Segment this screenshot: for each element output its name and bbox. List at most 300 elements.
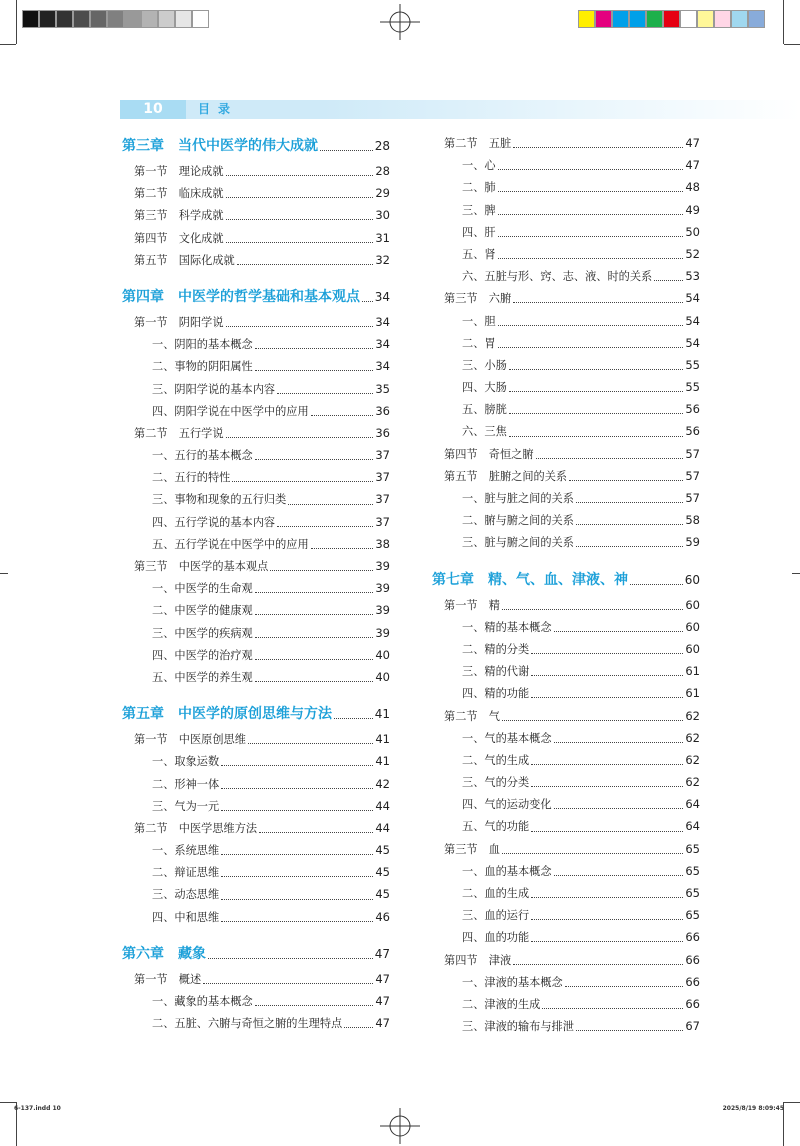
toc-entry-title: 第三章 当代中医学的伟大成就 <box>122 138 318 154</box>
toc-entry-title: 四、肝 <box>462 225 496 239</box>
toc-entry-page: 58 <box>685 513 700 528</box>
toc-entry-page: 47 <box>375 971 390 986</box>
color-swatch <box>646 10 663 28</box>
toc-entry-title: 三、精的代谢 <box>462 665 530 679</box>
dot-leader <box>334 717 373 719</box>
toc-entry-page: 44 <box>375 820 390 835</box>
toc-entry-page: 35 <box>375 381 390 396</box>
toc-item-entry[interactable] <box>432 793 700 815</box>
toc-item-entry[interactable] <box>122 839 390 861</box>
toc-item-entry[interactable] <box>432 993 700 1015</box>
toc-entry-title: 五、五行学说在中医学中的应用 <box>152 537 309 551</box>
chapter-spacer <box>122 271 390 283</box>
toc-entry-page: 31 <box>375 230 390 245</box>
toc-entry-page: 34 <box>375 314 390 329</box>
toc-item-entry[interactable] <box>432 860 700 882</box>
dot-leader <box>226 436 374 438</box>
toc-chapter-entry[interactable] <box>122 132 390 160</box>
toc-item-entry[interactable] <box>432 531 700 553</box>
toc-entry-page: 65 <box>685 841 700 856</box>
dot-leader <box>320 149 373 151</box>
toc-entry-title: 一、脏与脏之间的关系 <box>462 492 574 505</box>
toc-section-entry[interactable] <box>122 422 390 444</box>
dot-leader <box>248 742 373 744</box>
toc-entry-title: 三、小肠 <box>462 358 507 372</box>
dot-leader <box>531 918 683 920</box>
toc-entry-page: 47 <box>375 1016 390 1031</box>
color-swatch <box>595 10 612 28</box>
toc-item-entry[interactable] <box>432 154 700 176</box>
dot-leader <box>259 831 373 833</box>
color-swatch <box>158 10 175 28</box>
toc-item-entry[interactable] <box>122 795 390 817</box>
dot-leader <box>531 696 683 698</box>
toc-entry-page: 61 <box>685 664 700 679</box>
toc-entry-title: 三、气的分类 <box>462 776 530 790</box>
toc-entry-title: 一、系统思维 <box>152 844 220 858</box>
toc-entry-title: 第三节 六腑 <box>444 292 512 306</box>
dot-leader <box>554 630 684 632</box>
toc-entry-page: 29 <box>375 186 390 201</box>
toc-entry-title: 第二节 临床成就 <box>134 187 224 201</box>
toc-entry-page: 36 <box>375 403 390 418</box>
toc-entry-title: 第二节 五脏 <box>444 137 512 150</box>
dot-leader <box>531 785 683 787</box>
toc-entry-page: 32 <box>375 252 390 267</box>
toc-entry-page: 54 <box>685 335 700 350</box>
dot-leader <box>576 1029 683 1031</box>
toc-entry-page: 65 <box>685 886 700 900</box>
dot-leader <box>531 896 683 898</box>
toc-item-entry[interactable] <box>432 332 700 354</box>
toc-entry-page: 41 <box>375 754 390 769</box>
toc-item-entry[interactable] <box>432 509 700 531</box>
toc-entry-page: 37 <box>375 492 390 507</box>
toc-entry-page: 36 <box>375 425 390 440</box>
toc-entry-page: 40 <box>375 647 390 662</box>
toc-entry-page: 54 <box>685 291 700 306</box>
toc-entry-title: 四、血的功能 <box>462 931 530 945</box>
dot-leader <box>542 1007 683 1009</box>
toc-entry-page: 28 <box>374 139 390 153</box>
toc-entry-title: 三、脏与腑之间的关系 <box>462 536 574 550</box>
color-swatch <box>697 10 714 28</box>
toc-item-entry[interactable] <box>432 420 700 442</box>
toc-section-entry[interactable] <box>122 728 390 750</box>
dot-leader <box>536 457 684 459</box>
toc-entry-page: 57 <box>685 468 700 483</box>
toc-item-entry[interactable] <box>122 378 390 400</box>
toc-entry-page: 55 <box>685 380 700 395</box>
toc-item-entry[interactable] <box>122 644 390 666</box>
toc-chapter-entry[interactable] <box>122 700 390 728</box>
toc-column-right <box>432 132 700 1037</box>
toc-item-entry[interactable] <box>122 861 390 883</box>
toc-entry-title: 三、动态思维 <box>152 888 220 902</box>
toc-item-entry[interactable] <box>122 488 390 510</box>
toc-entry-title: 四、阴阳学说在中医学中的应用 <box>152 404 309 418</box>
dot-leader <box>554 741 684 743</box>
dot-leader <box>531 652 683 654</box>
toc-entry-title: 五、膀胱 <box>462 403 507 417</box>
color-swatch <box>612 10 629 28</box>
toc-entry-page: 57 <box>685 491 700 505</box>
toc-entry-title: 六、五脏与形、窍、志、液、时的关系 <box>462 270 653 284</box>
color-swatch <box>731 10 748 28</box>
toc-item-entry[interactable] <box>432 616 700 638</box>
toc-entry-page: 53 <box>685 269 700 284</box>
dot-leader <box>221 764 373 766</box>
toc-entry-title: 二、形神一体 <box>152 777 220 791</box>
toc-entry-page: 56 <box>685 424 700 439</box>
toc-section-entry[interactable] <box>122 249 390 271</box>
toc-entry-page: 47 <box>374 946 390 961</box>
toc-entry-page: 60 <box>685 641 700 656</box>
toc-item-entry[interactable] <box>432 971 700 993</box>
toc-item-entry[interactable] <box>122 990 390 1012</box>
toc-entry-page: 37 <box>375 514 390 529</box>
toc-item-entry[interactable] <box>432 398 700 420</box>
crop-mark <box>0 44 16 45</box>
dot-leader <box>270 569 373 571</box>
toc-item-entry[interactable] <box>432 904 700 926</box>
crop-mark <box>784 1102 800 1103</box>
toc-entry-title: 第四节 津液 <box>444 953 512 967</box>
toc-item-entry[interactable] <box>432 265 700 287</box>
toc-entry-page: 60 <box>685 619 700 634</box>
toc-entry-title: 第二节 气 <box>444 709 500 723</box>
toc-entry-title: 三、脾 <box>462 203 496 217</box>
dot-leader <box>255 591 374 593</box>
toc-item-entry[interactable] <box>122 577 390 599</box>
toc-item-entry[interactable] <box>122 400 390 422</box>
dot-leader <box>226 174 374 176</box>
toc-column-left <box>122 132 390 1034</box>
toc-entry-page: 62 <box>685 708 700 723</box>
toc-entry-title: 三、中医学的疾病观 <box>152 626 253 640</box>
dot-leader <box>208 957 373 959</box>
toc-section-entry[interactable] <box>432 443 700 465</box>
toc-entry-title: 第二节 中医学思维方法 <box>134 821 258 835</box>
toc-item-entry[interactable] <box>432 199 700 221</box>
toc-section-entry[interactable] <box>432 594 700 616</box>
color-swatch <box>629 10 646 28</box>
toc-item-entry[interactable] <box>122 533 390 555</box>
toc-entry-title: 二、肺 <box>462 181 496 195</box>
toc-entry-page: 34 <box>375 359 390 374</box>
dot-leader <box>502 719 683 721</box>
toc-entry-title: 一、气的基本概念 <box>462 731 552 745</box>
toc-item-entry[interactable] <box>122 622 390 644</box>
toc-entry-title: 第一节 中医原创思维 <box>134 733 246 747</box>
toc-entry-page: 48 <box>685 180 700 195</box>
dot-leader <box>654 279 683 281</box>
toc-entry-title: 二、中医学的健康观 <box>152 604 253 618</box>
toc-entry-title: 一、取象运数 <box>152 755 220 769</box>
toc-item-entry[interactable] <box>432 771 700 793</box>
color-swatch <box>578 10 595 28</box>
toc-item-entry[interactable] <box>432 882 700 904</box>
toc-entry-title: 第五节 脏腑之间的关系 <box>444 469 568 483</box>
toc-entry-title: 四、精的功能 <box>462 687 530 701</box>
dot-leader <box>509 435 684 437</box>
toc-section-entry[interactable] <box>122 968 390 990</box>
toc-section-entry[interactable] <box>122 817 390 839</box>
dot-leader <box>344 1026 373 1028</box>
dot-leader <box>569 479 683 481</box>
dot-leader <box>311 547 374 549</box>
dot-leader <box>502 608 683 610</box>
page-number: 10 <box>120 100 186 119</box>
dot-leader <box>203 982 373 984</box>
toc-item-entry[interactable] <box>432 682 700 704</box>
toc-entry-page: 60 <box>685 597 700 612</box>
dot-leader <box>232 480 373 482</box>
color-swatch <box>56 10 73 28</box>
dot-leader <box>221 898 373 900</box>
dot-leader <box>576 501 683 503</box>
toc-entry-page: 55 <box>685 357 700 372</box>
registration-target-icon <box>380 4 420 40</box>
toc-chapter-entry[interactable] <box>122 940 390 968</box>
toc-entry-title: 第一节 阴阳学说 <box>134 315 224 329</box>
toc-entry-page: 67 <box>685 1019 700 1034</box>
dot-leader <box>498 235 684 237</box>
crop-mark <box>0 573 8 574</box>
toc-entry-title: 一、心 <box>462 159 496 173</box>
dot-leader <box>226 325 374 327</box>
toc-entry-title: 第二节 五行学说 <box>134 426 224 440</box>
toc-entry-page: 38 <box>375 536 390 551</box>
grayscale-calibration-bar <box>22 10 209 28</box>
toc-item-entry[interactable] <box>432 221 700 243</box>
dot-leader <box>311 414 374 416</box>
toc-item-entry[interactable] <box>432 660 700 682</box>
toc-entry-page: 49 <box>685 202 700 217</box>
toc-section-entry[interactable] <box>122 182 390 204</box>
toc-item-entry[interactable] <box>122 599 390 621</box>
dot-leader <box>554 807 684 809</box>
toc-item-entry[interactable] <box>432 176 700 198</box>
toc-entry-page: 54 <box>685 313 700 328</box>
toc-entry-page: 28 <box>375 164 390 178</box>
toc-section-entry[interactable] <box>432 132 700 154</box>
toc-entry-title: 二、五脏、六腑与奇恒之腑的生理特点 <box>152 1017 343 1031</box>
chapter-spacer <box>122 928 390 940</box>
toc-item-entry[interactable] <box>432 243 700 265</box>
toc-section-entry[interactable] <box>122 311 390 333</box>
toc-entry-title: 二、事物的阴阳属性 <box>152 360 253 374</box>
toc-item-entry[interactable] <box>432 354 700 376</box>
toc-entry-page: 66 <box>685 952 700 967</box>
dot-leader <box>226 241 374 243</box>
page-title: 目录 <box>198 102 239 116</box>
toc-entry-title: 一、胆 <box>462 314 496 328</box>
crop-mark <box>792 573 800 574</box>
dot-leader <box>513 963 683 965</box>
toc-entry-title: 二、辩证思维 <box>152 866 220 880</box>
toc-entry-title: 四、大肠 <box>462 381 507 395</box>
toc-entry-title: 第一节 概述 <box>134 972 202 986</box>
toc-entry-title: 五、中医学的养生观 <box>152 670 253 684</box>
color-swatch <box>141 10 158 28</box>
toc-entry-page: 64 <box>685 819 700 834</box>
toc-entry-page: 34 <box>375 337 390 352</box>
toc-entry-page: 66 <box>685 930 700 945</box>
toc-entry-title: 一、中医学的生命观 <box>152 582 253 596</box>
toc-entry-page: 66 <box>685 974 700 989</box>
toc-entry-title: 一、五行的基本概念 <box>152 449 253 463</box>
toc-entry-page: 52 <box>685 246 700 261</box>
dot-leader <box>221 875 373 877</box>
dot-leader <box>498 346 684 348</box>
dot-leader <box>255 369 374 371</box>
toc-item-entry[interactable] <box>432 376 700 398</box>
toc-entry-page: 62 <box>685 730 700 745</box>
toc-item-entry[interactable] <box>122 750 390 772</box>
toc-entry-title: 六、三焦 <box>462 425 507 439</box>
toc-item-entry[interactable] <box>432 815 700 837</box>
toc-item-entry[interactable] <box>432 310 700 332</box>
toc-section-entry[interactable] <box>432 705 700 727</box>
toc-entry-title: 第四章 中医学的哲学基础和基本观点 <box>122 288 360 305</box>
dot-leader <box>630 583 683 585</box>
dot-leader <box>531 940 683 942</box>
toc-entry-page: 64 <box>685 797 700 812</box>
toc-item-entry[interactable] <box>122 466 390 488</box>
toc-item-entry[interactable] <box>122 906 390 928</box>
toc-item-entry[interactable] <box>432 1015 700 1037</box>
toc-entry-page: 61 <box>685 686 700 701</box>
dot-leader <box>277 392 373 394</box>
toc-item-entry[interactable] <box>432 638 700 660</box>
dot-leader <box>576 545 683 547</box>
dot-leader <box>531 674 683 676</box>
toc-entry-page: 62 <box>685 752 700 767</box>
toc-entry-title: 五、肾 <box>462 247 496 261</box>
dot-leader <box>255 1004 374 1006</box>
color-swatch <box>73 10 90 28</box>
toc-entry-title: 一、津液的基本概念 <box>462 975 563 989</box>
dot-leader <box>255 613 374 615</box>
toc-entry-page: 45 <box>375 843 390 858</box>
toc-entry-page: 57 <box>685 446 700 461</box>
toc-item-entry[interactable] <box>432 487 700 509</box>
toc-entry-page: 39 <box>375 581 390 596</box>
dot-leader <box>255 680 374 682</box>
toc-item-entry[interactable] <box>122 666 390 688</box>
dot-leader <box>221 787 373 789</box>
toc-section-entry[interactable] <box>432 287 700 309</box>
dot-leader <box>554 874 684 876</box>
toc-entry-title: 四、中和思维 <box>152 910 220 924</box>
toc-section-entry[interactable] <box>122 227 390 249</box>
dot-leader <box>226 196 374 198</box>
toc-item-entry[interactable] <box>432 749 700 771</box>
toc-item-entry[interactable] <box>432 926 700 948</box>
color-swatch <box>714 10 731 28</box>
color-swatch <box>22 10 39 28</box>
toc-chapter-entry[interactable] <box>122 283 390 311</box>
toc-chapter-entry[interactable] <box>432 566 700 594</box>
toc-entry-title: 第一节 理论成就 <box>134 165 224 178</box>
dot-leader <box>513 301 683 303</box>
toc-entry-page: 39 <box>375 559 390 573</box>
toc-entry-title: 第三节 中医学的基本观点 <box>134 560 269 573</box>
color-swatch <box>124 10 141 28</box>
toc-section-entry[interactable] <box>122 160 390 182</box>
toc-entry-page: 41 <box>374 707 390 722</box>
toc-entry-page: 39 <box>375 603 390 618</box>
crop-mark <box>16 0 17 44</box>
toc-section-entry[interactable] <box>432 838 700 860</box>
toc-item-entry[interactable] <box>122 333 390 355</box>
toc-entry-page: 56 <box>685 402 700 417</box>
toc-section-entry[interactable] <box>432 465 700 487</box>
dot-leader <box>255 458 374 460</box>
toc-entry-title: 三、阴阳学说的基本内容 <box>152 382 276 396</box>
toc-entry-title: 一、藏象的基本概念 <box>152 995 253 1008</box>
toc-entry-page: 65 <box>685 863 700 878</box>
toc-entry-page: 59 <box>685 535 700 550</box>
toc-entry-title: 二、津液的生成 <box>462 997 541 1011</box>
dot-leader <box>498 257 684 259</box>
toc-entry-page: 47 <box>685 158 700 173</box>
dot-leader <box>221 853 373 855</box>
toc-entry-title: 二、五行的特性 <box>152 471 231 485</box>
toc-entry-page: 34 <box>374 289 390 304</box>
toc-entry-page: 40 <box>375 669 390 684</box>
chapter-spacer <box>122 688 390 700</box>
toc-item-entry[interactable] <box>122 355 390 377</box>
color-swatch <box>39 10 56 28</box>
color-swatch <box>680 10 697 28</box>
toc-entry-page: 60 <box>684 572 700 587</box>
toc-item-entry[interactable] <box>432 727 700 749</box>
toc-entry-page: 30 <box>375 208 390 223</box>
crop-mark <box>783 0 784 44</box>
toc-entry-page: 41 <box>375 732 390 747</box>
toc-entry-title: 四、中医学的治疗观 <box>152 648 253 662</box>
toc-section-entry[interactable] <box>122 555 390 577</box>
color-swatch <box>663 10 680 28</box>
toc-item-entry[interactable] <box>122 511 390 533</box>
color-calibration-bar <box>578 10 765 28</box>
toc-entry-title: 二、气的生成 <box>462 753 530 767</box>
file-slug: 6-137.indd 10 <box>14 1105 61 1112</box>
toc-item-entry[interactable] <box>122 883 390 905</box>
toc-item-entry[interactable] <box>122 1012 390 1034</box>
dot-leader <box>498 213 684 215</box>
toc-entry-page: 45 <box>375 887 390 902</box>
toc-item-entry[interactable] <box>122 444 390 466</box>
toc-section-entry[interactable] <box>122 204 390 226</box>
toc-entry-page: 45 <box>375 865 390 880</box>
chapter-spacer <box>432 554 700 566</box>
dot-leader <box>221 920 373 922</box>
dot-leader <box>255 636 374 638</box>
toc-item-entry[interactable] <box>122 773 390 795</box>
toc-entry-page: 66 <box>685 996 700 1011</box>
toc-entry-title: 二、胃 <box>462 336 496 350</box>
toc-entry-title: 三、气为一元 <box>152 799 220 813</box>
dot-leader <box>221 809 373 811</box>
toc-entry-page: 47 <box>685 136 700 150</box>
toc-section-entry[interactable] <box>432 949 700 971</box>
dot-leader <box>288 503 373 505</box>
dot-leader <box>277 525 373 527</box>
toc-entry-page: 39 <box>375 625 390 640</box>
